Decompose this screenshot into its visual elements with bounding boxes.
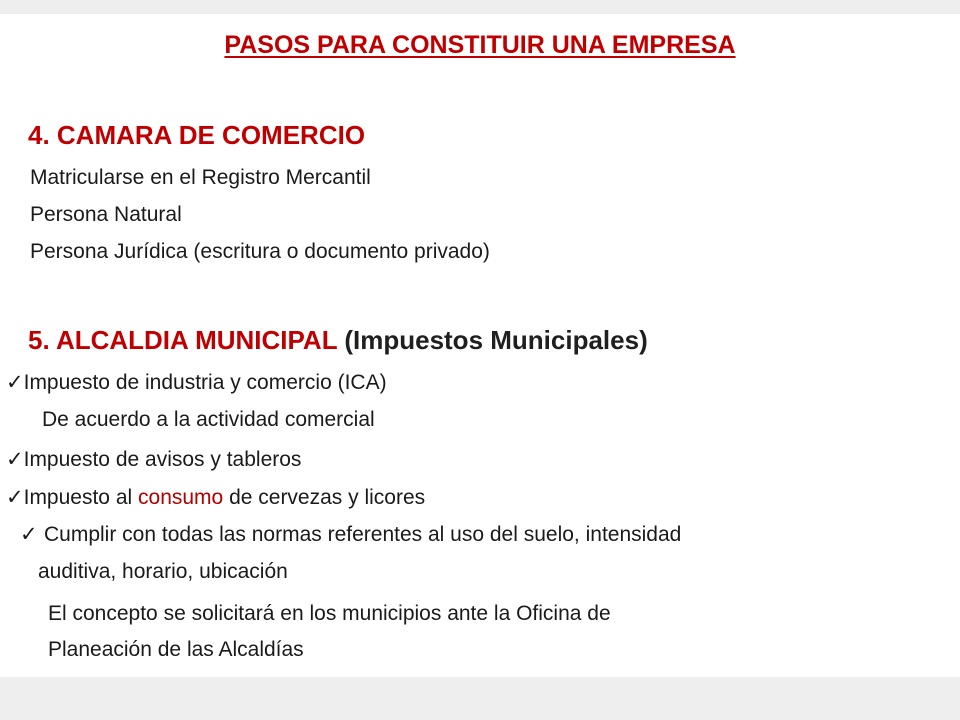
check-icon: ✓ <box>6 371 24 394</box>
bullet-item-label: Impuesto de avisos y tableros <box>23 448 302 471</box>
check-icon: ✓ <box>6 486 24 509</box>
section-5-heading <box>28 325 648 356</box>
bullet-item-continuation: auditiva, horario, ubicación <box>38 560 288 583</box>
note-line: Planeación de las Alcaldías <box>48 638 304 661</box>
bullet-item <box>6 447 301 472</box>
bullet-item-accent: consumo <box>138 486 224 509</box>
section-4-line: Persona Jurídica (escritura o documento privado) <box>30 240 490 263</box>
note-line: El concepto se solicitará en los municipios ante la Oficina de <box>48 602 611 625</box>
section-4-line: Persona Natural <box>30 203 182 226</box>
bullet-item <box>6 370 387 395</box>
section-5-heading-main: 5. ALCALDIA MUNICIPAL <box>28 325 338 355</box>
slide-title: PASOS PARA CONSTITUIR UNA EMPRESA <box>224 31 736 59</box>
bullet-item-label: Impuesto al <box>23 486 139 509</box>
sub-item: De acuerdo a la actividad comercial <box>42 408 375 431</box>
check-icon: ✓ <box>6 448 24 471</box>
bullet-item <box>6 485 425 510</box>
slide <box>0 14 960 677</box>
section-5-heading-sub: (Impuestos Municipales) <box>344 325 648 355</box>
bullet-item-label: Impuesto de industria y comercio (ICA) <box>23 371 387 394</box>
section-4-heading: 4. CAMARA DE COMERCIO <box>28 120 366 150</box>
check-icon: ✓ <box>20 523 38 546</box>
bullet-item <box>20 522 681 547</box>
bullet-item-label: de cervezas y licores <box>223 486 426 509</box>
section-4-line: Matricularse en el Registro Mercantil <box>30 166 371 189</box>
bullet-item-label: Cumplir con todas las normas referentes al uso del suelo, intensidad <box>44 523 682 546</box>
